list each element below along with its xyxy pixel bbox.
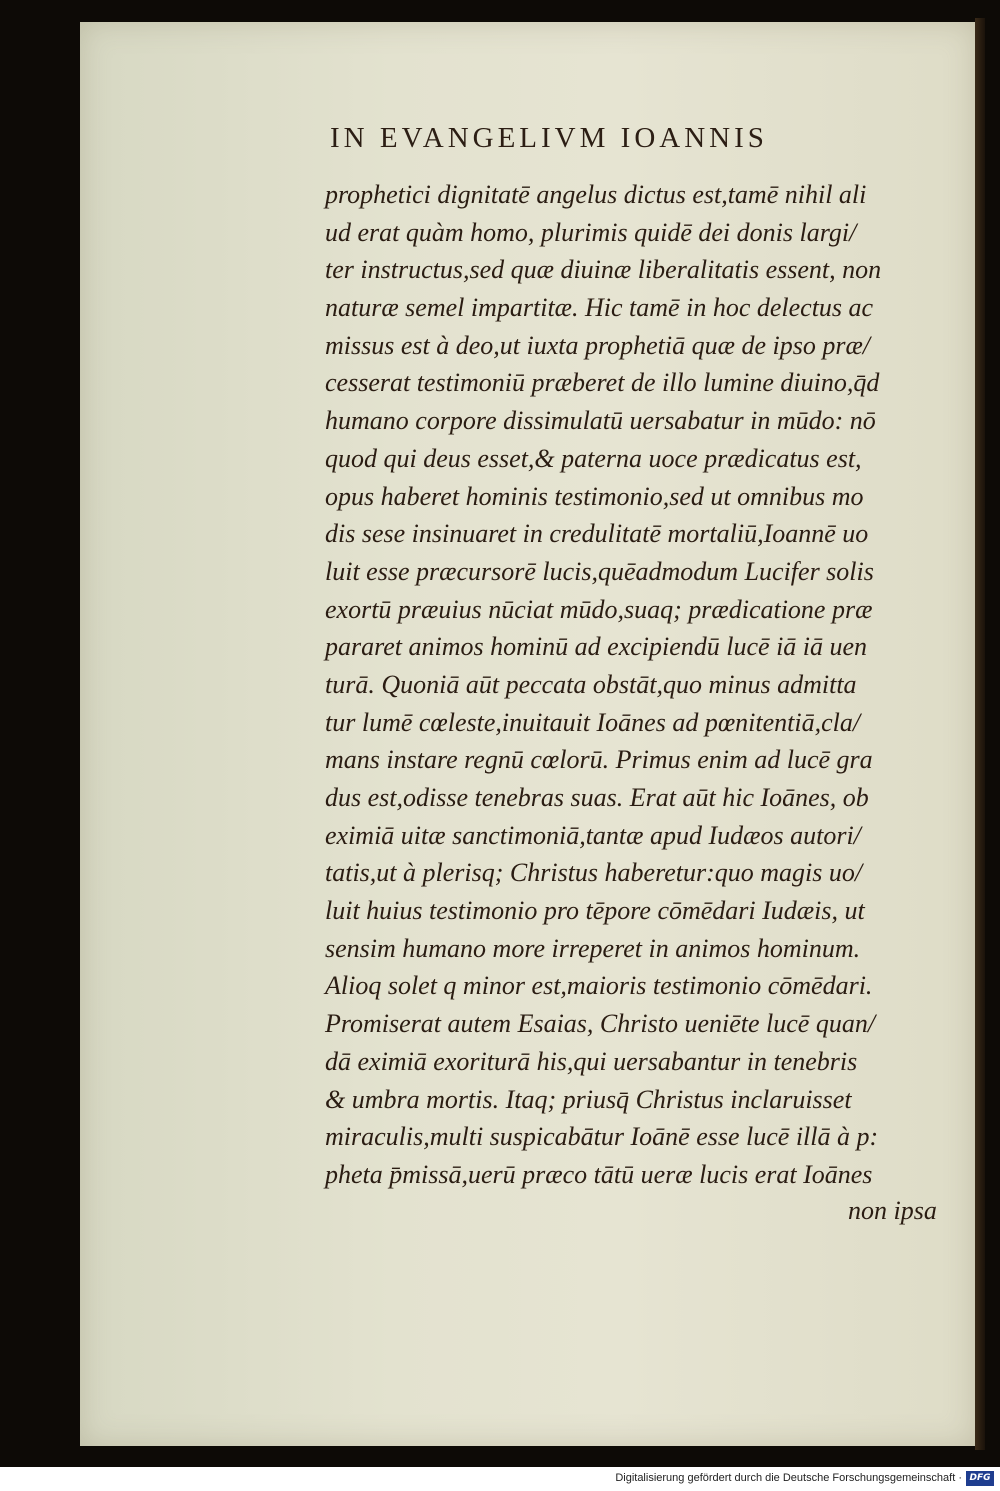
text-line: quod qui deus esset,& paterna uoce prædicatus est, [325, 443, 862, 473]
text-line: prophetici dignitatē angelus dictus est,tamē nihil ali [325, 180, 867, 209]
text-line: naturæ semel impartitæ. Hic tamē in hoc delectus ac [325, 293, 874, 323]
text-line: exortū præuius nūciat mūdo,suaq; prædicatione præ [325, 594, 873, 624]
text-line: eximiā uitæ sanctimoniā,tantæ apud Iudæos autori/ [325, 820, 861, 850]
text-line: missus est à deo,ut iuxta prophetiā quæ de ipso præ/ [325, 330, 871, 360]
text-line: Promiserat autem Esaias, Christo ueniēte lucē quan/ [325, 1009, 876, 1039]
footer-credit: Digitalisierung gefördert durch die Deutsche Forschungsgemeinschaft · [615, 1472, 962, 1484]
text-line: miraculis,multi suspicabātur Ioānē esse lucē illā à p: [325, 1122, 879, 1152]
text-line: tatis,ut à plerisq; Christus haberetur:quo magis uo/ [325, 858, 863, 888]
text-line: luit huius testimonio pro tēpore cōmēdari Iudæis, ut [325, 896, 865, 926]
text-line: dus est,odisse tenebras suas. Erat aūt hic Ioānes, ob [325, 783, 869, 812]
running-head: IN EVANGELIVM IOANNIS [330, 122, 768, 154]
catchword: non ipsa [848, 1196, 937, 1225]
text-line: mans instare regnū cœlorū. Primus enim ad lucē gra [325, 745, 873, 775]
text-line: ud erat quàm homo, plurimis quidē dei donis largi/ [325, 217, 857, 247]
text-line: Alioq solet q minor est,maioris testimonio cōmēdari. [325, 971, 873, 1001]
text-line: tur lumē cœleste,inuitauit Ioānes ad pœnitentiā,cla/ [325, 707, 861, 737]
text-line: pheta p̄missā,uerū præco tātū ueræ lucis erat Ioānes [325, 1159, 873, 1189]
text-line: pararet animos hominū ad excipiendū lucē iā iā uen [325, 632, 868, 662]
page-edge [975, 18, 985, 1450]
text-line: turā. Quoniā aūt peccata obstāt,quo minus admitta [325, 669, 857, 699]
text-line: dā eximiā exoriturā his,qui uersabantur in tenebris [325, 1046, 858, 1076]
text-line: humano corpore dissimulatū uersabatur in mūdo: nō [325, 406, 876, 436]
text-line: dis sese insinuaret in credulitatē mortaliū,Ioannē uo [325, 519, 869, 549]
text-line: & umbra mortis. Itaq; priusq̄ Christus inclaruisset [325, 1084, 852, 1114]
footer-bar [0, 1467, 1000, 1491]
text-line: ter instructus,sed quæ diuinæ liberalitatis essent, non [325, 255, 882, 285]
dfg-logo: DFG [966, 1471, 994, 1486]
body-text [325, 176, 950, 1194]
text-line: sensim humano more irreperet in animos hominum. [325, 933, 861, 963]
text-line: opus haberet hominis testimonio,sed ut omnibus mo [325, 481, 864, 511]
text-line: cesserat testimoniū præberet de illo lumine diuino,q̄d [325, 368, 880, 398]
text-line: luit esse præcursorē lucis,quēadmodum Lucifer solis [325, 556, 874, 586]
